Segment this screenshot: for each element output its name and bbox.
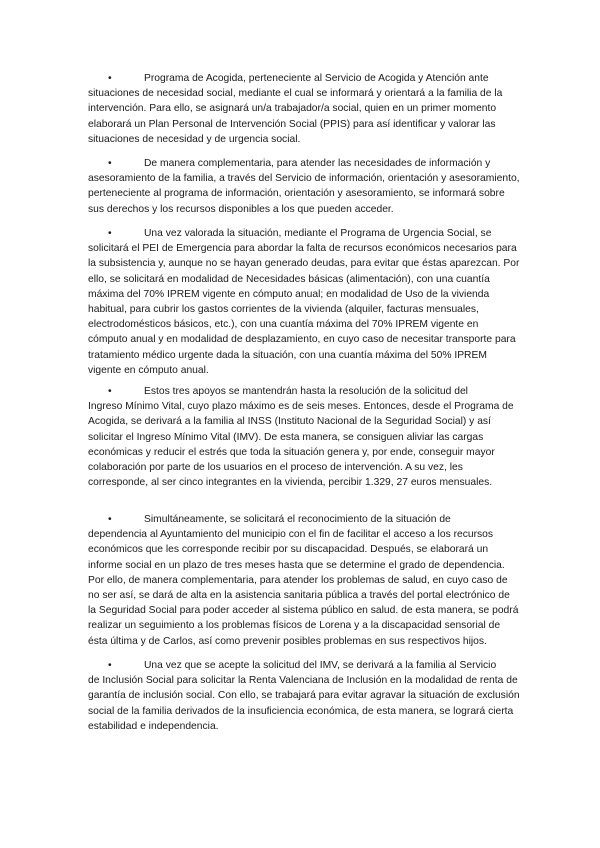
bullet-icon: •: [108, 228, 112, 239]
paragraph-first-line: [88, 512, 520, 527]
paragraph-body: de Inclusión Social para solicitar la Renta Valenciana de Inclusión en la modalidad de renta de garantía de inclusión social. Con ello, se trabajará para evitar agravar la situación de exclusión social de la familia derivados de la insuficiencia económica, de esta manera, se logrará cierta estabilidad e independencia.: [88, 675, 520, 732]
paragraph-urgencia-social: [88, 226, 520, 378]
first-line-text: Simultáneamente, se solicitará el reconocimiento de la situación de: [144, 514, 451, 525]
paragraph-body: Ingreso Mínimo Vital, cuyo plazo máximo es de seis meses. Entonces, desde el Programa de Acogida, se derivará a la familia al INSS (Instituto Nacional de la Seguridad Social) y así solicitar el Ingreso Mínimo Vital (IMV). De esta manera, se consiguen aliviar las cargas económicas y reducir el estrés que toda la situación genera y, por ende, conseguir mayor colaboración por parte de los usuarios en el proceso de intervención. A su vez, les corresponde, al ser cinco integrantes en la vivienda, percibir 1.329, 27 euros mensuales.: [88, 401, 514, 489]
first-line-text: De manera complementaria, para atender las necesidades de información y: [144, 158, 491, 169]
bullet-icon: •: [108, 660, 112, 671]
bullet-icon: •: [108, 386, 112, 397]
first-line-text: Estos tres apoyos se mantendrán hasta la resolución de la solicitud del: [144, 386, 468, 397]
paragraph-dependencia: [88, 512, 520, 649]
paragraph-first-line: [88, 384, 520, 399]
paragraph-acogida: [88, 71, 520, 147]
first-line-text: Programa de Acogida, perteneciente al Servicio de Acogida y Atención ante: [144, 73, 489, 84]
paragraph-renta-valenciana: [88, 658, 520, 734]
paragraph-body: asesoramiento de la familia, a través del Servicio de información, orientación y asesoramiento, perteneciente al programa de información, orientación y asesoramiento, se informará sobre sus derechos y los recursos disponibles a los que pueden acceder.: [88, 173, 520, 215]
paragraph-first-line: [88, 226, 520, 241]
paragraph-body: solicitará el PEI de Emergencia para abordar la falta de recursos económicos necesarios para la subsistencia y, aunque no se hayan generado deudas, para evitar que éstas aparezcan. Por ello, se solicitará en modalidad de Necesidades básicas (alimentación), con una cuantía máxima del 70% IPREM vigente en cómputo anual; en modalidad de Uso de la vivienda habitual, para cubrir los gastos corrientes de la vivienda (alquiler, facturas mensuales, electrodomésticos básicos, etc.), con una cuantía máxima del 70% IPREM vigente en cómputo anual y en modalidad de desplazamiento, en cuyo caso de necesitar transporte para tratamiento médico urgente dada la situación, con una cuantía máxima del 50% IPREM vigente en cómputo anual.: [88, 243, 520, 376]
paragraph-body: situaciones de necesidad social, mediante el cual se informará y orientará a la familia de la intervención. Para ello, se asignará un/a trabajador/a social, quien en un primer momento elaborará un Plan Personal de Intervención Social (PPIS) para así identificar y valorar las situaciones de necesidad y de urgencia social.: [88, 88, 503, 145]
first-line-text: Una vez valorada la situación, mediante el Programa de Urgencia Social, se: [144, 228, 492, 239]
paragraph-body: dependencia al Ayuntamiento del municipio con el fin de facilitar el acceso a los recursos económicos que les corresponde recibir por su discapacidad. Después, se elaborará un informe social en un plazo de tres meses hasta que se determine el grado de dependencia. Por ello, de manera complementaria, para atender los problemas de salud, en cuyo caso de no ser así, se dará de alta en la asistencia sanitaria pública a través del portal electrónico de la Seguridad Social para poder acceder al sistema público en salud. de esta manera, se podrá realizar un seguimiento a los problemas físicos de Lorena y a la discapacidad sensorial de ésta última y de Carlos, así como prevenir posibles problemas en sus respectivos hijos.: [88, 529, 519, 647]
paragraph-informacion: [88, 156, 520, 217]
paragraph-first-line: [88, 71, 520, 86]
first-line-text: Una vez que se acepte la solicitud del IMV, se derivará a la familia al Servicio: [144, 660, 497, 671]
paragraph-ingreso-minimo: [88, 384, 520, 490]
bullet-icon: •: [108, 514, 112, 525]
bullet-icon: •: [108, 158, 112, 169]
bullet-icon: •: [108, 73, 112, 84]
paragraph-first-line: [88, 156, 520, 171]
paragraph-first-line: [88, 658, 520, 673]
